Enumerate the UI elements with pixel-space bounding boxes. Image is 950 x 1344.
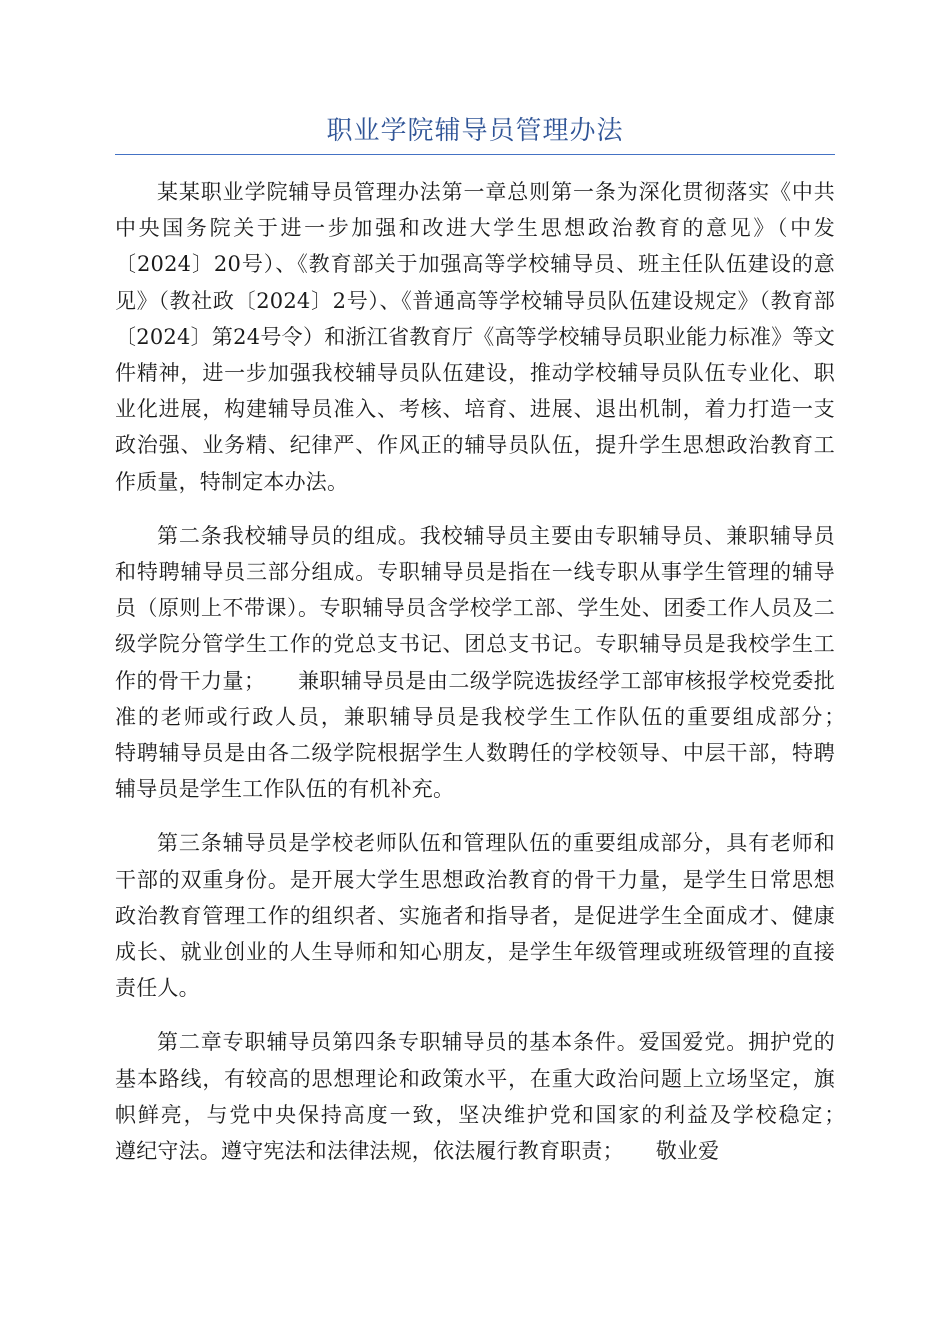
paragraph-chapter-2-article-4: 第二章专职辅导员第四条专职辅导员的基本条件。爱国爱党。拥护党的基本路线，有较高的思想理论和政策水平，在重大政治问题上立场坚定，旗帜鲜亮，与党中央保持高度一致，坚决维护党和国家的利益及学校稳定； 遵纪守法。遵守宪法和法律法规，依法履行教育职责； 敬业爱	[115, 1030, 878, 1164]
paragraph-article-3: 第三条辅导员是学校老师队伍和管理队伍的重要组成部分，具有老师和干部的双重身份。是开展大学生思想政治教育的骨干力量，是学生日常思想政治教育管理工作的组织者、实施者和指导者，是促进学生全面成才、健康成长、就业创业的人生导师和知心朋友，是学生年级管理或班级管理的直接责任人。	[115, 831, 835, 1001]
title-underline	[115, 154, 835, 155]
paragraph-article-2: 第二条我校辅导员的组成。我校辅导员主要由专职辅导员、兼职辅导员和特聘辅导员三部分组成。专职辅导员是指在一线专职从事学生管理的辅导员（原则上不带课）。专职辅导员含学校学工部、学生处、团委工作人员及二级学院分管学生工作的党总支书记、团总支书记。专职辅导员是我校学生工作的骨干力量； 兼职辅导员是由二级学院选拔经学工部审核报学校党委批准的老师或行政人员，兼职辅导员是我校学生工作队伍的重要组成部分； 特聘辅导员是由各二级学院根据学生人数聘任的学校领导、中层干部，特聘辅导员是学生工作队伍的有机补充。	[115, 523, 878, 802]
document-title: 职业学院辅导员管理办法	[326, 116, 624, 146]
document-body	[115, 174, 878, 1187]
paragraph-article-1: 某某职业学院辅导员管理办法第一章总则第一条为深化贯彻落实《中共中央国务院关于进一步加强和改进大学生思想政治教育的意见》（中发〔2024〕20号）、《教育部关于加强高等学校辅导员、班主任队伍建设的意见》（教社政〔2024〕2号）、《普通高等学校辅导员队伍建设规定》（教育部〔2024〕第24号令）和浙江省教育厅《高等学校辅导员职业能力标准》等文件精神，进一步加强我校辅导员队伍建设，推动学校辅导员队伍专业化、职业化进展，构建辅导员准入、考核、培育、进展、退出机制，着力打造一支政治强、业务精、纪律严、作风正的辅导员队伍，提升学生思想政治教育工作质量，特制定本办法。	[115, 180, 835, 494]
